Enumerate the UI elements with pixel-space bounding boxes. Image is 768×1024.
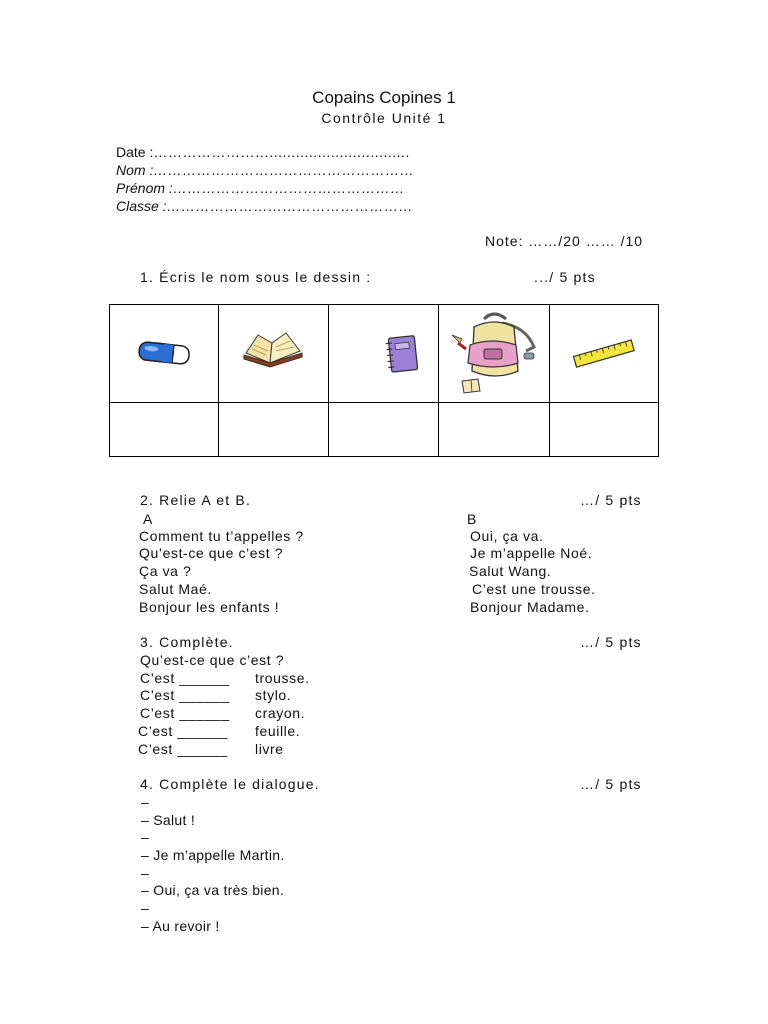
exercise1-title: 1. Écris le nom sous le dessin : bbox=[140, 269, 372, 285]
fill-line-end: livre bbox=[255, 741, 284, 757]
match-a-item: Salut Maé. bbox=[139, 581, 212, 597]
class-label: Classe : bbox=[116, 198, 167, 214]
eraser-icon bbox=[133, 336, 195, 372]
match-b-item: C’est une trousse. bbox=[472, 581, 596, 597]
exercise2-title: 2. Relie A et B. bbox=[140, 492, 252, 508]
match-a-item: Bonjour les enfants ! bbox=[139, 599, 280, 615]
match-b-item: Je m’appelle Noé. bbox=[470, 545, 593, 561]
firstname-dots: ………………………………………… bbox=[172, 180, 405, 196]
dialogue-line[interactable]: – bbox=[141, 865, 150, 881]
name-dots: ……………………………………………… bbox=[153, 162, 415, 178]
fill-line-end: trousse. bbox=[255, 670, 310, 686]
date-label: Date : bbox=[116, 144, 154, 160]
dialogue-line: – Je m’appelle Martin. bbox=[141, 847, 285, 863]
answer-cell[interactable] bbox=[549, 403, 658, 457]
dialogue-line: – Oui, ça va très bien. bbox=[141, 882, 285, 898]
exercise3-intro: Qu’est-ce que c’est ? bbox=[140, 652, 285, 668]
exercise3-points: …/ 5 pts bbox=[580, 634, 642, 650]
notebook-icon bbox=[384, 333, 420, 375]
date-field[interactable] bbox=[116, 144, 410, 160]
match-b-item: Salut Wang. bbox=[469, 563, 552, 579]
exercise1-points: .../ 5 pts bbox=[534, 269, 596, 285]
dialogue-line[interactable]: – bbox=[141, 829, 150, 845]
picture-cell bbox=[219, 305, 328, 403]
answer-cell[interactable] bbox=[110, 403, 219, 457]
fill-line-start[interactable]: C’est ______ bbox=[138, 741, 228, 757]
class-field[interactable] bbox=[116, 198, 413, 214]
exercise2-points: …/ 5 pts bbox=[580, 492, 642, 508]
column-a-header: A bbox=[143, 511, 153, 527]
name-field[interactable] bbox=[116, 162, 414, 178]
firstname-field[interactable] bbox=[116, 180, 405, 196]
dialogue-line[interactable]: – bbox=[141, 900, 150, 916]
dialogue-line[interactable]: – bbox=[141, 794, 150, 810]
exercise4-title: 4. Complète le dialogue. bbox=[140, 776, 320, 792]
fill-line-end: stylo. bbox=[255, 687, 292, 703]
picture-cell bbox=[549, 305, 658, 403]
fill-line-start[interactable]: C’est ______ bbox=[140, 670, 230, 686]
dialogue-line: – Au revoir ! bbox=[141, 918, 220, 934]
picture-table bbox=[109, 304, 659, 457]
page-title: Copains Copines 1 bbox=[312, 88, 456, 107]
match-b-item: Bonjour Madame. bbox=[470, 599, 590, 615]
picture-cell bbox=[438, 305, 549, 403]
picture-cell bbox=[110, 305, 219, 403]
fill-line-end: crayon. bbox=[255, 705, 306, 721]
fill-line-start[interactable]: C’est ______ bbox=[140, 687, 230, 703]
match-a-item: Ça va ? bbox=[139, 563, 192, 579]
schoolbag-icon bbox=[444, 309, 544, 399]
exercise4-points: …/ 5 pts bbox=[580, 776, 642, 792]
name-label: Nom : bbox=[116, 162, 154, 178]
fill-line-end: feuille. bbox=[255, 723, 301, 739]
fill-line-start[interactable]: C’est ______ bbox=[140, 705, 230, 721]
match-b-item: Oui, ça va. bbox=[470, 528, 544, 544]
answer-cell[interactable] bbox=[438, 403, 549, 457]
class-dots: …………………………………………… bbox=[166, 198, 414, 214]
book-icon bbox=[240, 329, 306, 369]
dialogue-line: – Salut ! bbox=[141, 812, 196, 828]
firstname-label: Prénom : bbox=[116, 180, 173, 196]
exercise3-title: 3. Complète. bbox=[140, 634, 234, 650]
match-a-item: Comment tu t’appelles ? bbox=[139, 528, 304, 544]
grade-note: Note: ……/20 …… /10 bbox=[485, 233, 644, 249]
date-dots: ……………………................................ bbox=[153, 144, 410, 160]
page-subtitle: Contrôle Unité 1 bbox=[321, 110, 447, 126]
column-b-header: B bbox=[467, 511, 477, 527]
ruler-icon bbox=[571, 337, 637, 371]
picture-cell bbox=[328, 305, 438, 403]
answer-cell[interactable] bbox=[219, 403, 328, 457]
answer-cell[interactable] bbox=[328, 403, 438, 457]
match-a-item: Qu’est-ce que c’est ? bbox=[139, 545, 284, 561]
fill-line-start[interactable]: C’est ______ bbox=[138, 723, 228, 739]
